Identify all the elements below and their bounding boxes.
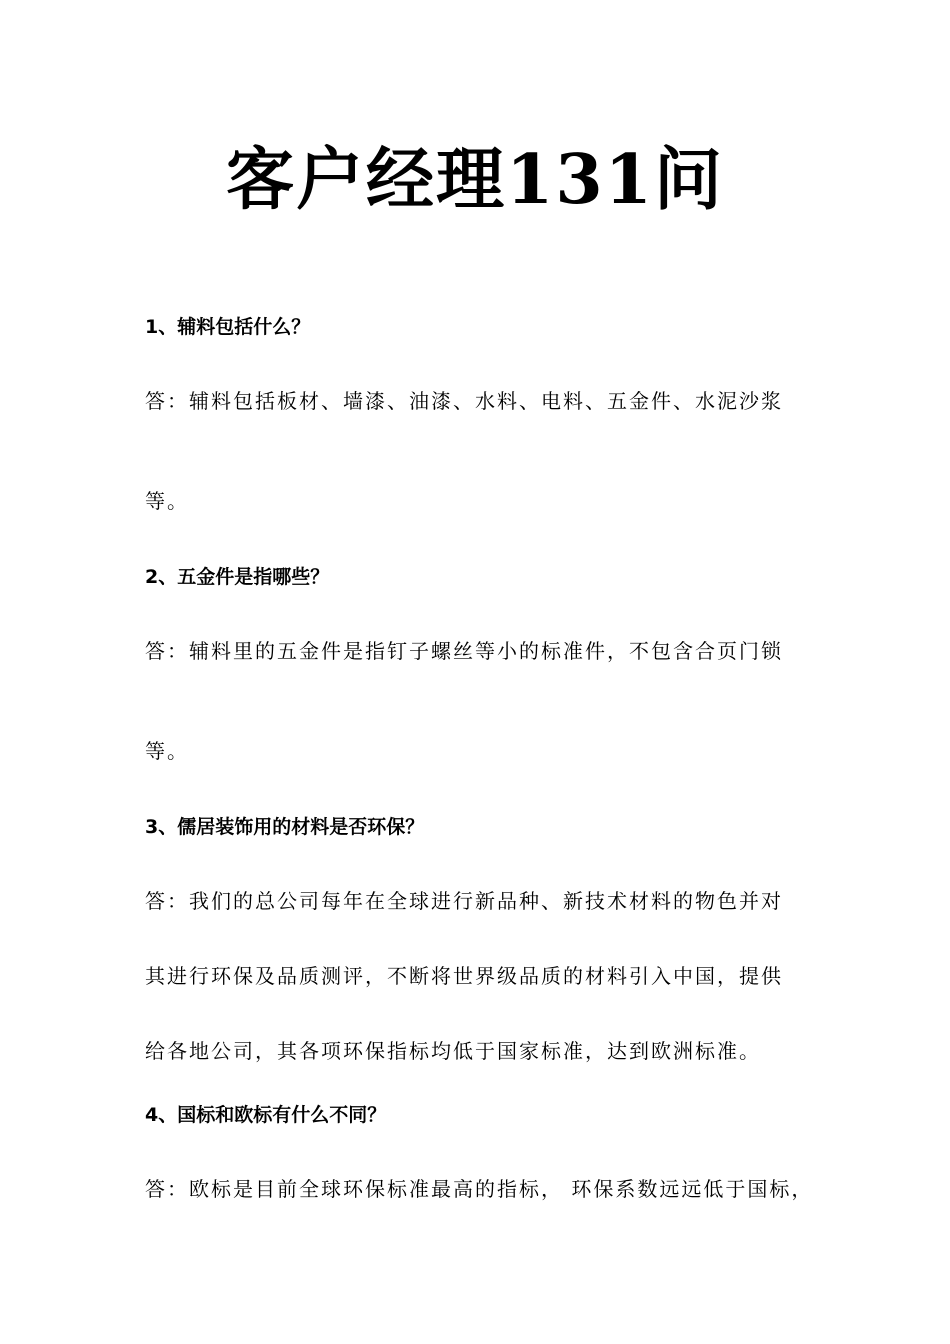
- answer-3-line-2: 其进行环保及品质测评，不断将世界级品质的材料引入中国，提供: [145, 964, 783, 988]
- question-3: 3、儒居装饰用的材料是否环保？: [145, 816, 425, 838]
- document-title: 客户经理131问: [226, 140, 724, 220]
- answer-3-line-3: 给各地公司，其各项环保指标均低于国家标准，达到欧洲标准。: [145, 1039, 761, 1063]
- question-1: 1、辅料包括什么？: [145, 316, 311, 338]
- question-2: 2、五金件是指哪些？: [145, 566, 330, 588]
- answer-2-line-1: 答：辅料里的五金件是指钉子螺丝等小的标准件，不包含合页门锁: [145, 639, 783, 663]
- answer-1-line-2: 等。: [145, 489, 189, 513]
- answer-1-line-1: 答：辅料包括板材、墙漆、油漆、水料、电料、五金件、水泥沙浆: [145, 389, 783, 413]
- answer-3-line-1: 答：我们的总公司每年在全球进行新品种、新技术材料的物色并对: [145, 889, 783, 913]
- answer-4-line-1: 答：欧标是目前全球环保标准最高的指标， 环保系数远远低于国标，: [145, 1177, 814, 1201]
- question-4: 4、国标和欧标有什么不同？: [145, 1104, 387, 1126]
- answer-2-line-2: 等。: [145, 739, 189, 763]
